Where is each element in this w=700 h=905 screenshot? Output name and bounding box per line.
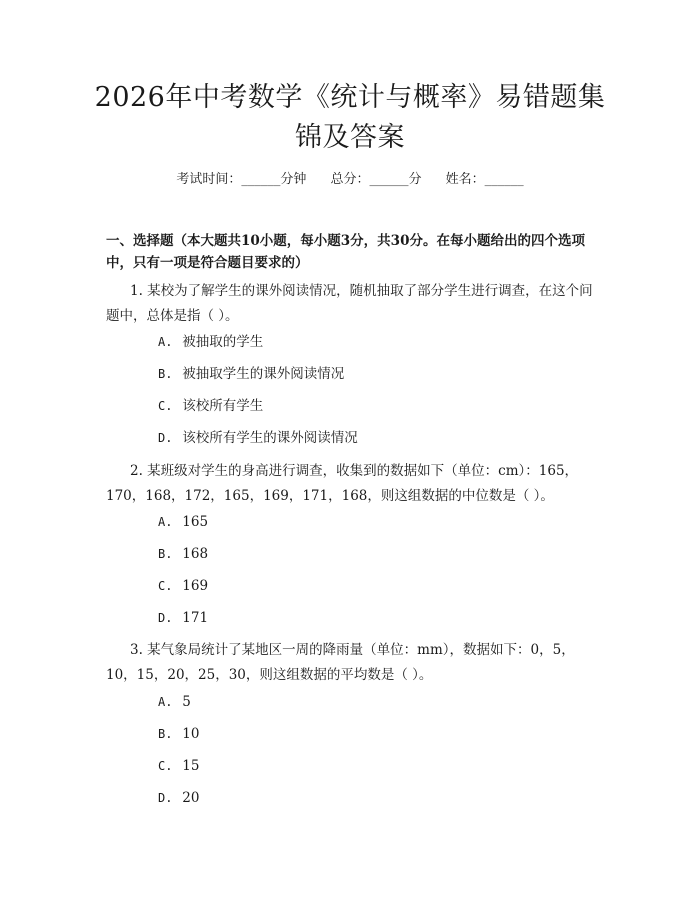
question-1-option-d (158, 428, 358, 448)
option-letter: A. (158, 515, 173, 529)
exam-time-field: 考试时间：______分钟 (176, 172, 307, 187)
page-title: 2026年中考数学《统计与概率》易错题集锦及答案 (94, 82, 606, 153)
option-text: 15 (182, 758, 200, 774)
option-text: 169 (182, 578, 209, 594)
question-2-option-a (158, 512, 208, 532)
option-text: 168 (182, 546, 209, 562)
question-1-stem: 1. 某校为了解学生的课外阅读情况，随机抽取了部分学生进行调查，在这个问题中，总体是指（ ）。 (106, 283, 593, 324)
question-2-stem: 2. 某班级对学生的身高进行调查，收集到的数据如下（单位：cm）：165，170，168，172，165，169，171，168，则这组数据的中位数是（ ）。 (106, 463, 579, 504)
option-letter: A. (158, 695, 173, 709)
question-1-option-c (158, 396, 263, 416)
option-letter: D. (158, 791, 173, 805)
question-2-option-d (158, 608, 208, 628)
option-text: 该校所有学生 (182, 398, 264, 414)
option-letter: C. (158, 399, 173, 413)
question-3-option-b (158, 724, 199, 744)
question-1-option-b (158, 364, 344, 384)
option-letter: B. (158, 367, 173, 381)
option-text: 171 (182, 610, 209, 626)
option-text: 被抽取的学生 (182, 334, 264, 350)
option-letter: B. (158, 547, 173, 561)
question-3-stem: 3. 某气象局统计了某地区一周的降雨量（单位：mm），数据如下：0，5，10，15，20，25，30，则这组数据的平均数是（ ）。 (106, 642, 575, 683)
option-text: 5 (182, 694, 191, 710)
option-letter: A. (158, 335, 173, 349)
option-text: 该校所有学生的课外阅读情况 (182, 430, 358, 446)
option-text: 被抽取学生的课外阅读情况 (182, 366, 345, 382)
total-score-field: 总分：______分 (330, 172, 422, 187)
option-text: 10 (182, 726, 200, 742)
question-3-option-d (158, 788, 199, 808)
option-letter: D. (158, 611, 173, 625)
question-1-option-a (158, 332, 263, 352)
exam-meta (0, 168, 700, 187)
section-heading: 一、选择题（本大题共10小题，每小题3分，共30分。在每小题给出的四个选项中，只有一项是符合题目要求的） (106, 233, 585, 271)
option-letter: C. (158, 759, 173, 773)
option-letter: D. (158, 431, 173, 445)
question-3-option-a (158, 692, 191, 712)
question-2-option-c (158, 576, 208, 596)
question-2-option-b (158, 544, 208, 564)
option-text: 165 (182, 514, 209, 530)
option-text: 20 (182, 790, 200, 806)
option-letter: B. (158, 727, 173, 741)
question-3-option-c (158, 756, 199, 776)
option-letter: C. (158, 579, 173, 593)
student-name-field: 姓名：______ (445, 172, 524, 187)
